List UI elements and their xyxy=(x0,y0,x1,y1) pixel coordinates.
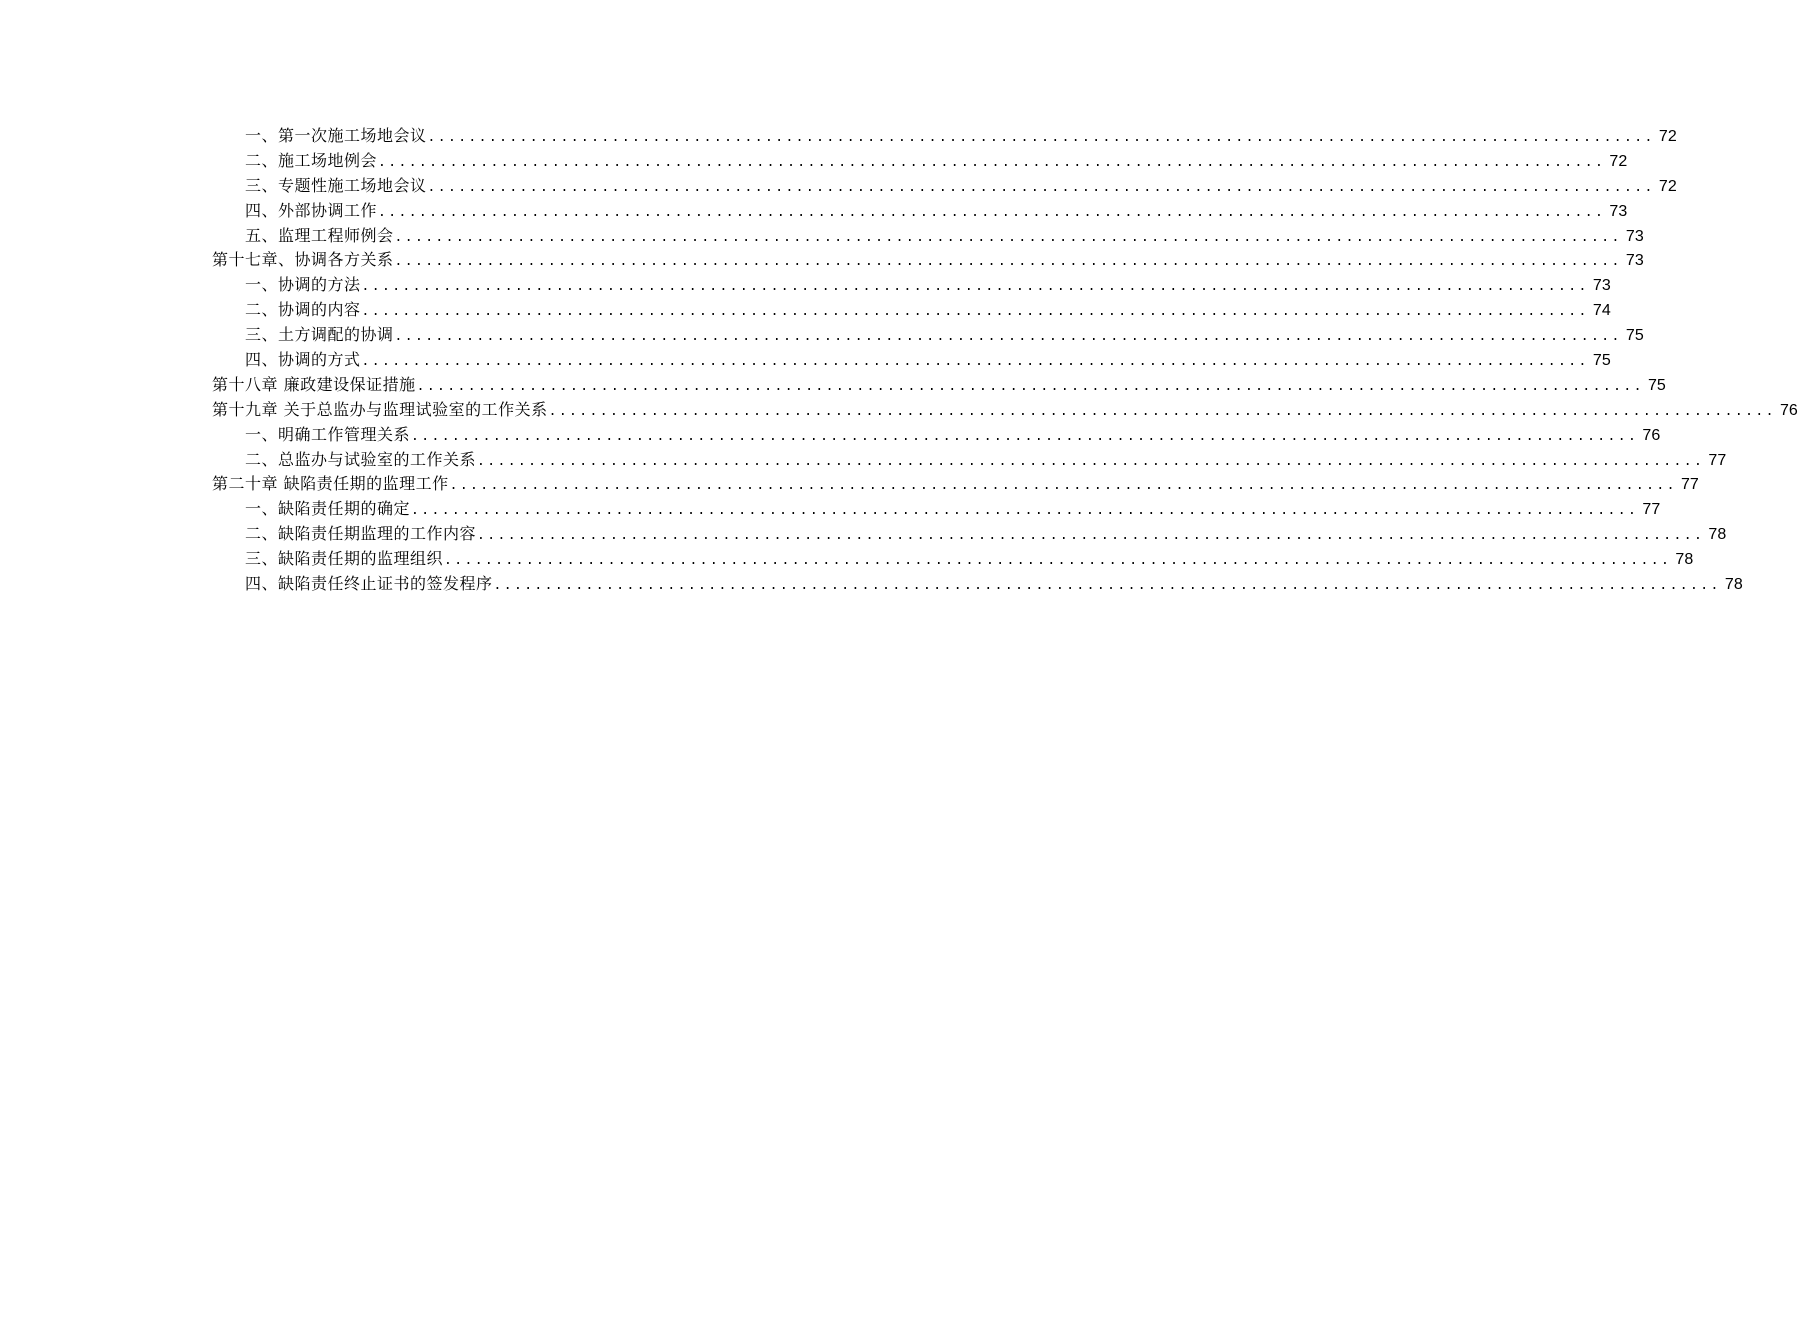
toc-entry[interactable] xyxy=(212,224,1644,249)
toc-chapter-entry[interactable] xyxy=(212,472,1699,497)
toc-entry-label: 第十八章 廉政建设保证措施 xyxy=(212,374,416,394)
toc-entry-label: 四、协调的方式 xyxy=(245,350,361,370)
toc-dot-leader: ........................................................................................................................ xyxy=(361,279,1589,295)
table-of-contents xyxy=(212,124,1798,597)
toc-entry-label: 四、外部协调工作 xyxy=(245,200,378,220)
toc-entry-label: 一、明确工作管理关系 xyxy=(245,424,411,444)
toc-entry[interactable] xyxy=(212,298,1611,323)
toc-dot-leader: ........................................................................................................................ xyxy=(411,503,1639,519)
toc-dot-leader: ........................................................................................................................ xyxy=(493,578,1721,594)
toc-entry[interactable] xyxy=(212,448,1727,473)
toc-dot-leader: ........................................................................................................................ xyxy=(477,528,1705,544)
toc-entry-page: 72 xyxy=(1658,128,1677,145)
toc-entry-page: 78 xyxy=(1675,551,1694,569)
toc-entry[interactable] xyxy=(212,547,1694,572)
toc-entry-label: 四、缺陷责任终止证书的签发程序 xyxy=(245,574,493,594)
toc-entry-page: 73 xyxy=(1625,252,1644,270)
toc-entry-label: 第十七章、协调各方关系 xyxy=(212,250,394,270)
toc-dot-leader: ........................................................................................................................ xyxy=(394,229,1622,245)
toc-entry-page: 75 xyxy=(1648,376,1666,394)
toc-dot-leader: ........................................................................................................................ xyxy=(444,553,1672,569)
toc-entry-label: 二、施工场地例会 xyxy=(245,150,378,170)
toc-entry-label: 第二十章 缺陷责任期的监理工作 xyxy=(212,474,449,494)
toc-chapter-entry[interactable] xyxy=(212,248,1644,273)
toc-entry-label: 五、监理工程师例会 xyxy=(245,225,394,245)
toc-entry-page: 73 xyxy=(1592,277,1611,295)
toc-entry-page: 77 xyxy=(1642,501,1661,519)
toc-entry-label: 二、协调的内容 xyxy=(245,300,361,320)
toc-entry-page: 73 xyxy=(1625,227,1644,245)
toc-entry[interactable] xyxy=(212,124,1677,149)
toc-entry-label: 二、总监办与试验室的工作关系 xyxy=(245,449,477,469)
toc-entry-page: 75 xyxy=(1592,352,1611,370)
toc-dot-leader: ........................................................................................................................ xyxy=(427,179,1655,195)
toc-entry-label: 第十九章 关于总监办与监理试验室的工作关系 xyxy=(212,399,548,419)
toc-entry-label: 一、协调的方法 xyxy=(245,275,361,295)
toc-entry-page: 76 xyxy=(1780,401,1798,419)
toc-dot-leader: ........................................................................................................................ xyxy=(361,304,1589,320)
toc-entry[interactable] xyxy=(212,348,1611,373)
toc-dot-leader: ........................................................................................................................ xyxy=(449,478,1677,494)
toc-dot-leader: ........................................................................................................................ xyxy=(477,453,1705,469)
toc-entry[interactable] xyxy=(212,497,1661,522)
toc-dot-leader: ........................................................................................................................ xyxy=(411,428,1639,444)
toc-dot-leader: ........................................................................................................................ xyxy=(378,204,1606,220)
toc-dot-leader: ........................................................................................................................ xyxy=(548,403,1776,419)
toc-entry-page: 74 xyxy=(1592,302,1611,320)
toc-entry[interactable] xyxy=(212,423,1661,448)
toc-dot-leader: ........................................................................................................................ xyxy=(416,378,1644,394)
toc-entry[interactable] xyxy=(212,572,1743,597)
toc-entry-page: 76 xyxy=(1642,426,1661,444)
toc-entry-label: 一、第一次施工场地会议 xyxy=(245,126,427,145)
toc-entry-label: 一、缺陷责任期的确定 xyxy=(245,499,411,519)
toc-entry-page: 77 xyxy=(1708,451,1727,469)
toc-entry-page: 78 xyxy=(1708,526,1727,544)
toc-dot-leader: ........................................................................................................................ xyxy=(394,254,1622,270)
toc-dot-leader: ........................................................................................................................ xyxy=(427,130,1655,145)
toc-dot-leader: ........................................................................................................................ xyxy=(378,154,1606,170)
toc-entry-page: 78 xyxy=(1724,576,1743,594)
toc-chapter-entry[interactable] xyxy=(212,373,1666,398)
toc-entry-label: 二、缺陷责任期监理的工作内容 xyxy=(245,524,477,544)
toc-entry-label: 三、专题性施工场地会议 xyxy=(245,175,427,195)
toc-entry-page: 77 xyxy=(1681,476,1699,494)
toc-entry-label: 三、缺陷责任期的监理组织 xyxy=(245,549,444,569)
toc-entry-page: 73 xyxy=(1609,202,1628,220)
toc-dot-leader: ........................................................................................................................ xyxy=(394,329,1622,345)
toc-entry[interactable] xyxy=(212,199,1628,224)
toc-entry-label: 三、土方调配的协调 xyxy=(245,325,394,345)
toc-entry[interactable] xyxy=(212,149,1628,174)
toc-entry[interactable] xyxy=(212,273,1611,298)
toc-entry-page: 75 xyxy=(1625,327,1644,345)
toc-entry[interactable] xyxy=(212,522,1727,547)
toc-entry-page: 72 xyxy=(1609,152,1628,170)
toc-entry[interactable] xyxy=(212,323,1644,348)
toc-dot-leader: ........................................................................................................................ xyxy=(361,354,1589,370)
toc-entry-page: 72 xyxy=(1658,177,1677,195)
toc-entry[interactable] xyxy=(212,174,1677,199)
toc-chapter-entry[interactable] xyxy=(212,398,1798,423)
